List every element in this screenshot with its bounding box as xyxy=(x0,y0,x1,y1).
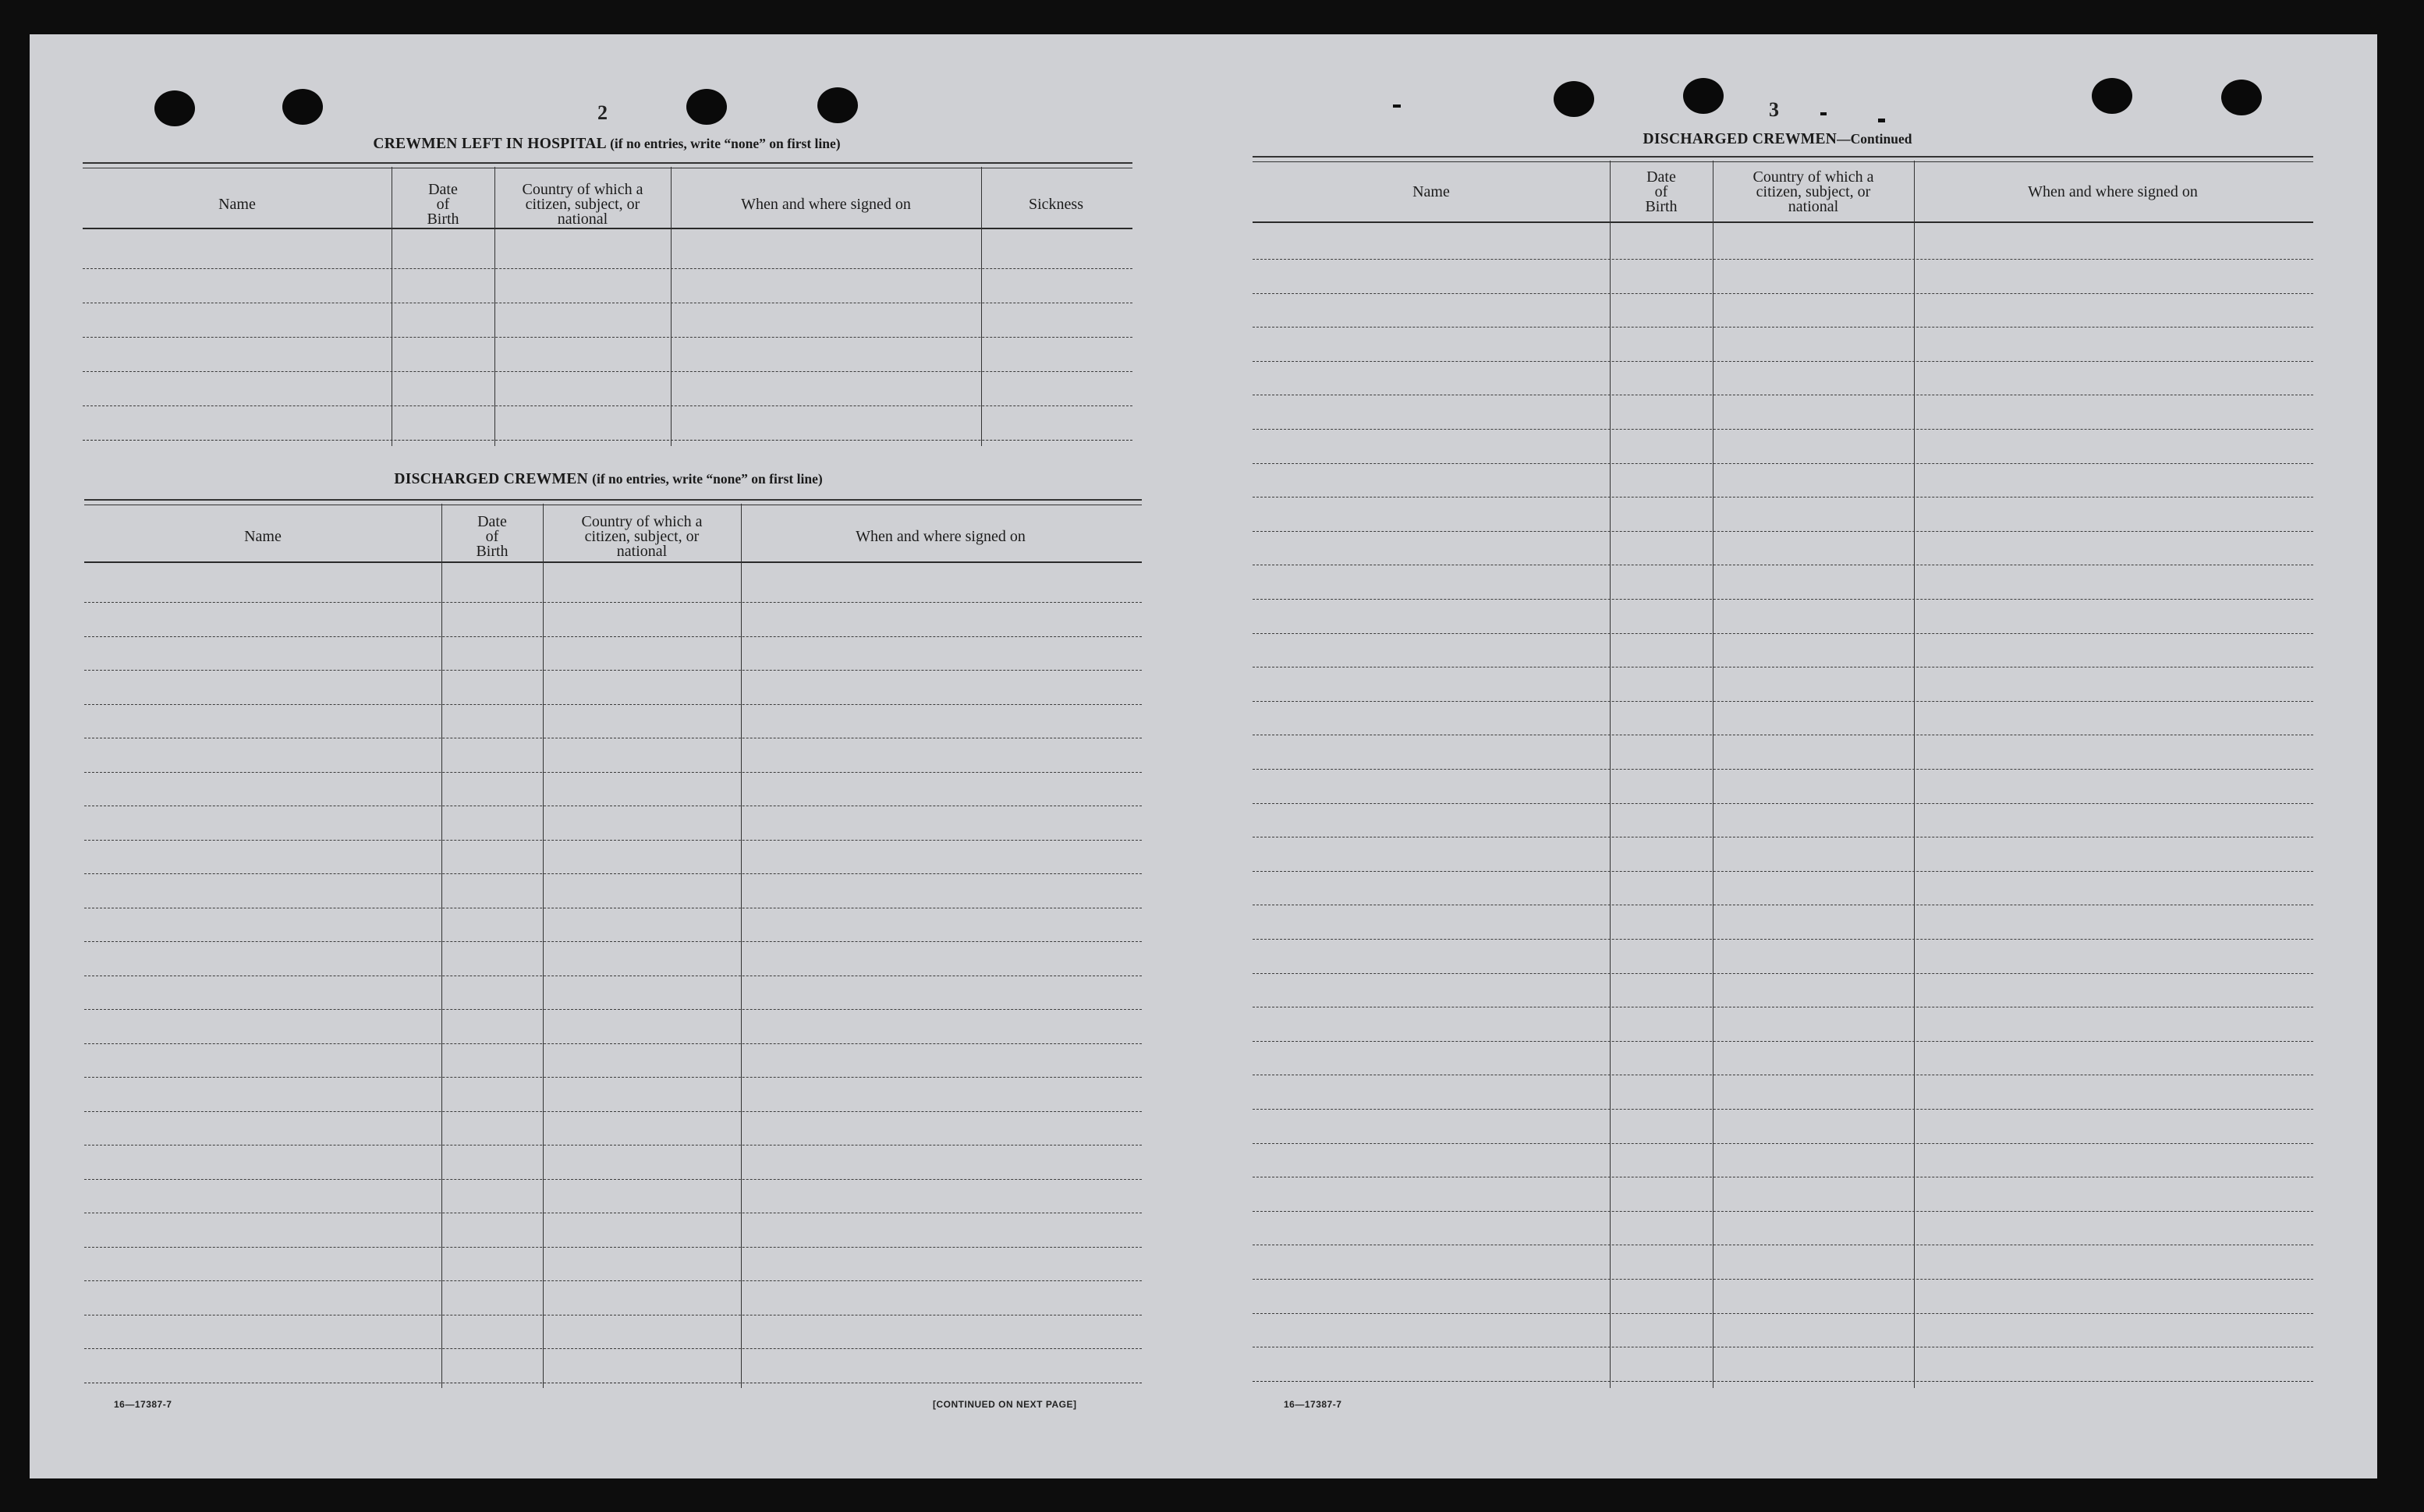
entry-row-line xyxy=(1253,871,2313,872)
entry-row-line xyxy=(84,1077,1142,1078)
table-top-rule xyxy=(1253,156,2313,162)
entry-row-line xyxy=(84,704,1142,705)
discharged-title-text: DISCHARGED CREWMEN xyxy=(394,471,588,487)
discharged-continued-title xyxy=(1253,131,2302,148)
column-header-dob: Date of Birth xyxy=(1645,168,1678,215)
punch-hole xyxy=(2221,80,2262,115)
column-header-country: Country of which a citizen, subject, or national xyxy=(581,512,703,560)
page-number-left: 2 xyxy=(597,101,608,124)
header-rule xyxy=(83,228,1132,229)
entry-row-line xyxy=(84,1247,1142,1248)
column-divider xyxy=(981,167,982,446)
entry-row-line xyxy=(1253,599,2313,600)
entry-row-line xyxy=(1253,939,2313,940)
column-header-signed: When and where signed on xyxy=(2028,182,2198,200)
hospital-title-text: CREWMEN LEFT IN HOSPITAL xyxy=(373,136,606,152)
punch-hole xyxy=(817,87,858,123)
entry-row-line xyxy=(1253,463,2313,464)
column-header-dob: Date of Birth xyxy=(427,180,459,228)
discharged-continued-suffix: —Continued xyxy=(1837,131,1912,147)
discharged-continued-text: DISCHARGED CREWMEN xyxy=(1643,131,1837,147)
column-header-name: Name xyxy=(244,527,282,545)
entry-row-line xyxy=(1253,259,2313,260)
entry-row-line xyxy=(1253,293,2313,294)
entry-row-line xyxy=(1253,803,2313,804)
hospital-section-title xyxy=(84,136,1129,153)
column-header-signed: When and where signed on xyxy=(856,527,1026,545)
entry-row-line xyxy=(84,1348,1142,1349)
entry-row-line xyxy=(83,440,1132,441)
stray-mark xyxy=(1878,119,1885,122)
column-divider xyxy=(671,167,672,446)
punch-hole xyxy=(1554,81,1594,117)
header-rule xyxy=(84,561,1142,563)
entry-row-line xyxy=(84,1111,1142,1112)
punch-hole xyxy=(2092,78,2132,114)
entry-row-line xyxy=(1253,1211,2313,1212)
continued-note: [CONTINUED ON NEXT PAGE] xyxy=(933,1399,1077,1410)
column-header-signed: When and where signed on xyxy=(741,195,911,213)
entry-row-line xyxy=(1253,1109,2313,1110)
entry-row-line xyxy=(1253,973,2313,974)
punch-hole xyxy=(154,90,195,126)
hospital-title-note: (if no entries, write “none” on first line) xyxy=(610,136,841,151)
column-divider xyxy=(1610,161,1611,1388)
discharged-table-left xyxy=(84,499,1142,1388)
header-rule xyxy=(1253,221,2313,223)
entry-row-line xyxy=(1253,327,2313,328)
entry-row-line xyxy=(84,636,1142,637)
entry-row-line xyxy=(84,1280,1142,1281)
entry-row-line xyxy=(84,602,1142,603)
form-number-left: 16—17387-7 xyxy=(114,1399,172,1410)
punch-hole xyxy=(282,89,323,125)
entry-row-line xyxy=(84,772,1142,773)
entry-row-line xyxy=(84,1179,1142,1180)
entry-row-line xyxy=(83,268,1132,269)
discharged-section-title xyxy=(86,471,1131,488)
table-top-rule xyxy=(84,499,1142,505)
entry-row-line xyxy=(1253,531,2313,532)
stray-mark xyxy=(1820,112,1827,115)
punch-hole xyxy=(1683,78,1724,114)
column-header-country: Country of which a citizen, subject, or national xyxy=(1752,168,1874,215)
entry-row-line xyxy=(84,873,1142,874)
stray-mark xyxy=(1393,104,1401,108)
page-number-right: 3 xyxy=(1769,98,1779,121)
entry-row-line xyxy=(83,371,1132,372)
entry-row-line xyxy=(1253,361,2313,362)
column-divider xyxy=(494,167,495,446)
table-top-rule xyxy=(83,162,1132,168)
column-header-dob: Date of Birth xyxy=(476,512,509,560)
entry-row-line xyxy=(1253,1041,2313,1042)
discharged-title-note: (if no entries, write “none” on first line) xyxy=(592,471,823,487)
entry-row-line xyxy=(1253,497,2313,498)
entry-row-line xyxy=(1253,1143,2313,1144)
column-header-sickness: Sickness xyxy=(1029,195,1083,213)
entry-row-line xyxy=(1253,429,2313,430)
column-header-name: Name xyxy=(218,195,256,213)
discharged-table-right xyxy=(1253,156,2313,1388)
column-header-name: Name xyxy=(1412,182,1450,200)
hospital-table xyxy=(83,162,1132,446)
punch-hole xyxy=(686,89,727,125)
entry-row-line xyxy=(84,1145,1142,1146)
entry-row-line xyxy=(1253,633,2313,634)
entry-row-line xyxy=(84,1043,1142,1044)
entry-row-line xyxy=(1253,1279,2313,1280)
entry-row-line xyxy=(1253,701,2313,702)
entry-row-line xyxy=(84,1009,1142,1010)
entry-row-line xyxy=(1253,1313,2313,1314)
form-number-right: 16—17387-7 xyxy=(1284,1399,1342,1410)
entry-row-line xyxy=(83,337,1132,338)
entry-row-line xyxy=(84,941,1142,942)
entry-row-line xyxy=(84,670,1142,671)
entry-row-line xyxy=(84,840,1142,841)
column-divider xyxy=(1914,161,1915,1388)
entry-row-line xyxy=(1253,1381,2313,1382)
entry-row-line xyxy=(1253,769,2313,770)
column-header-country: Country of which a citizen, subject, or national xyxy=(522,180,643,228)
entry-row-line xyxy=(83,405,1132,406)
